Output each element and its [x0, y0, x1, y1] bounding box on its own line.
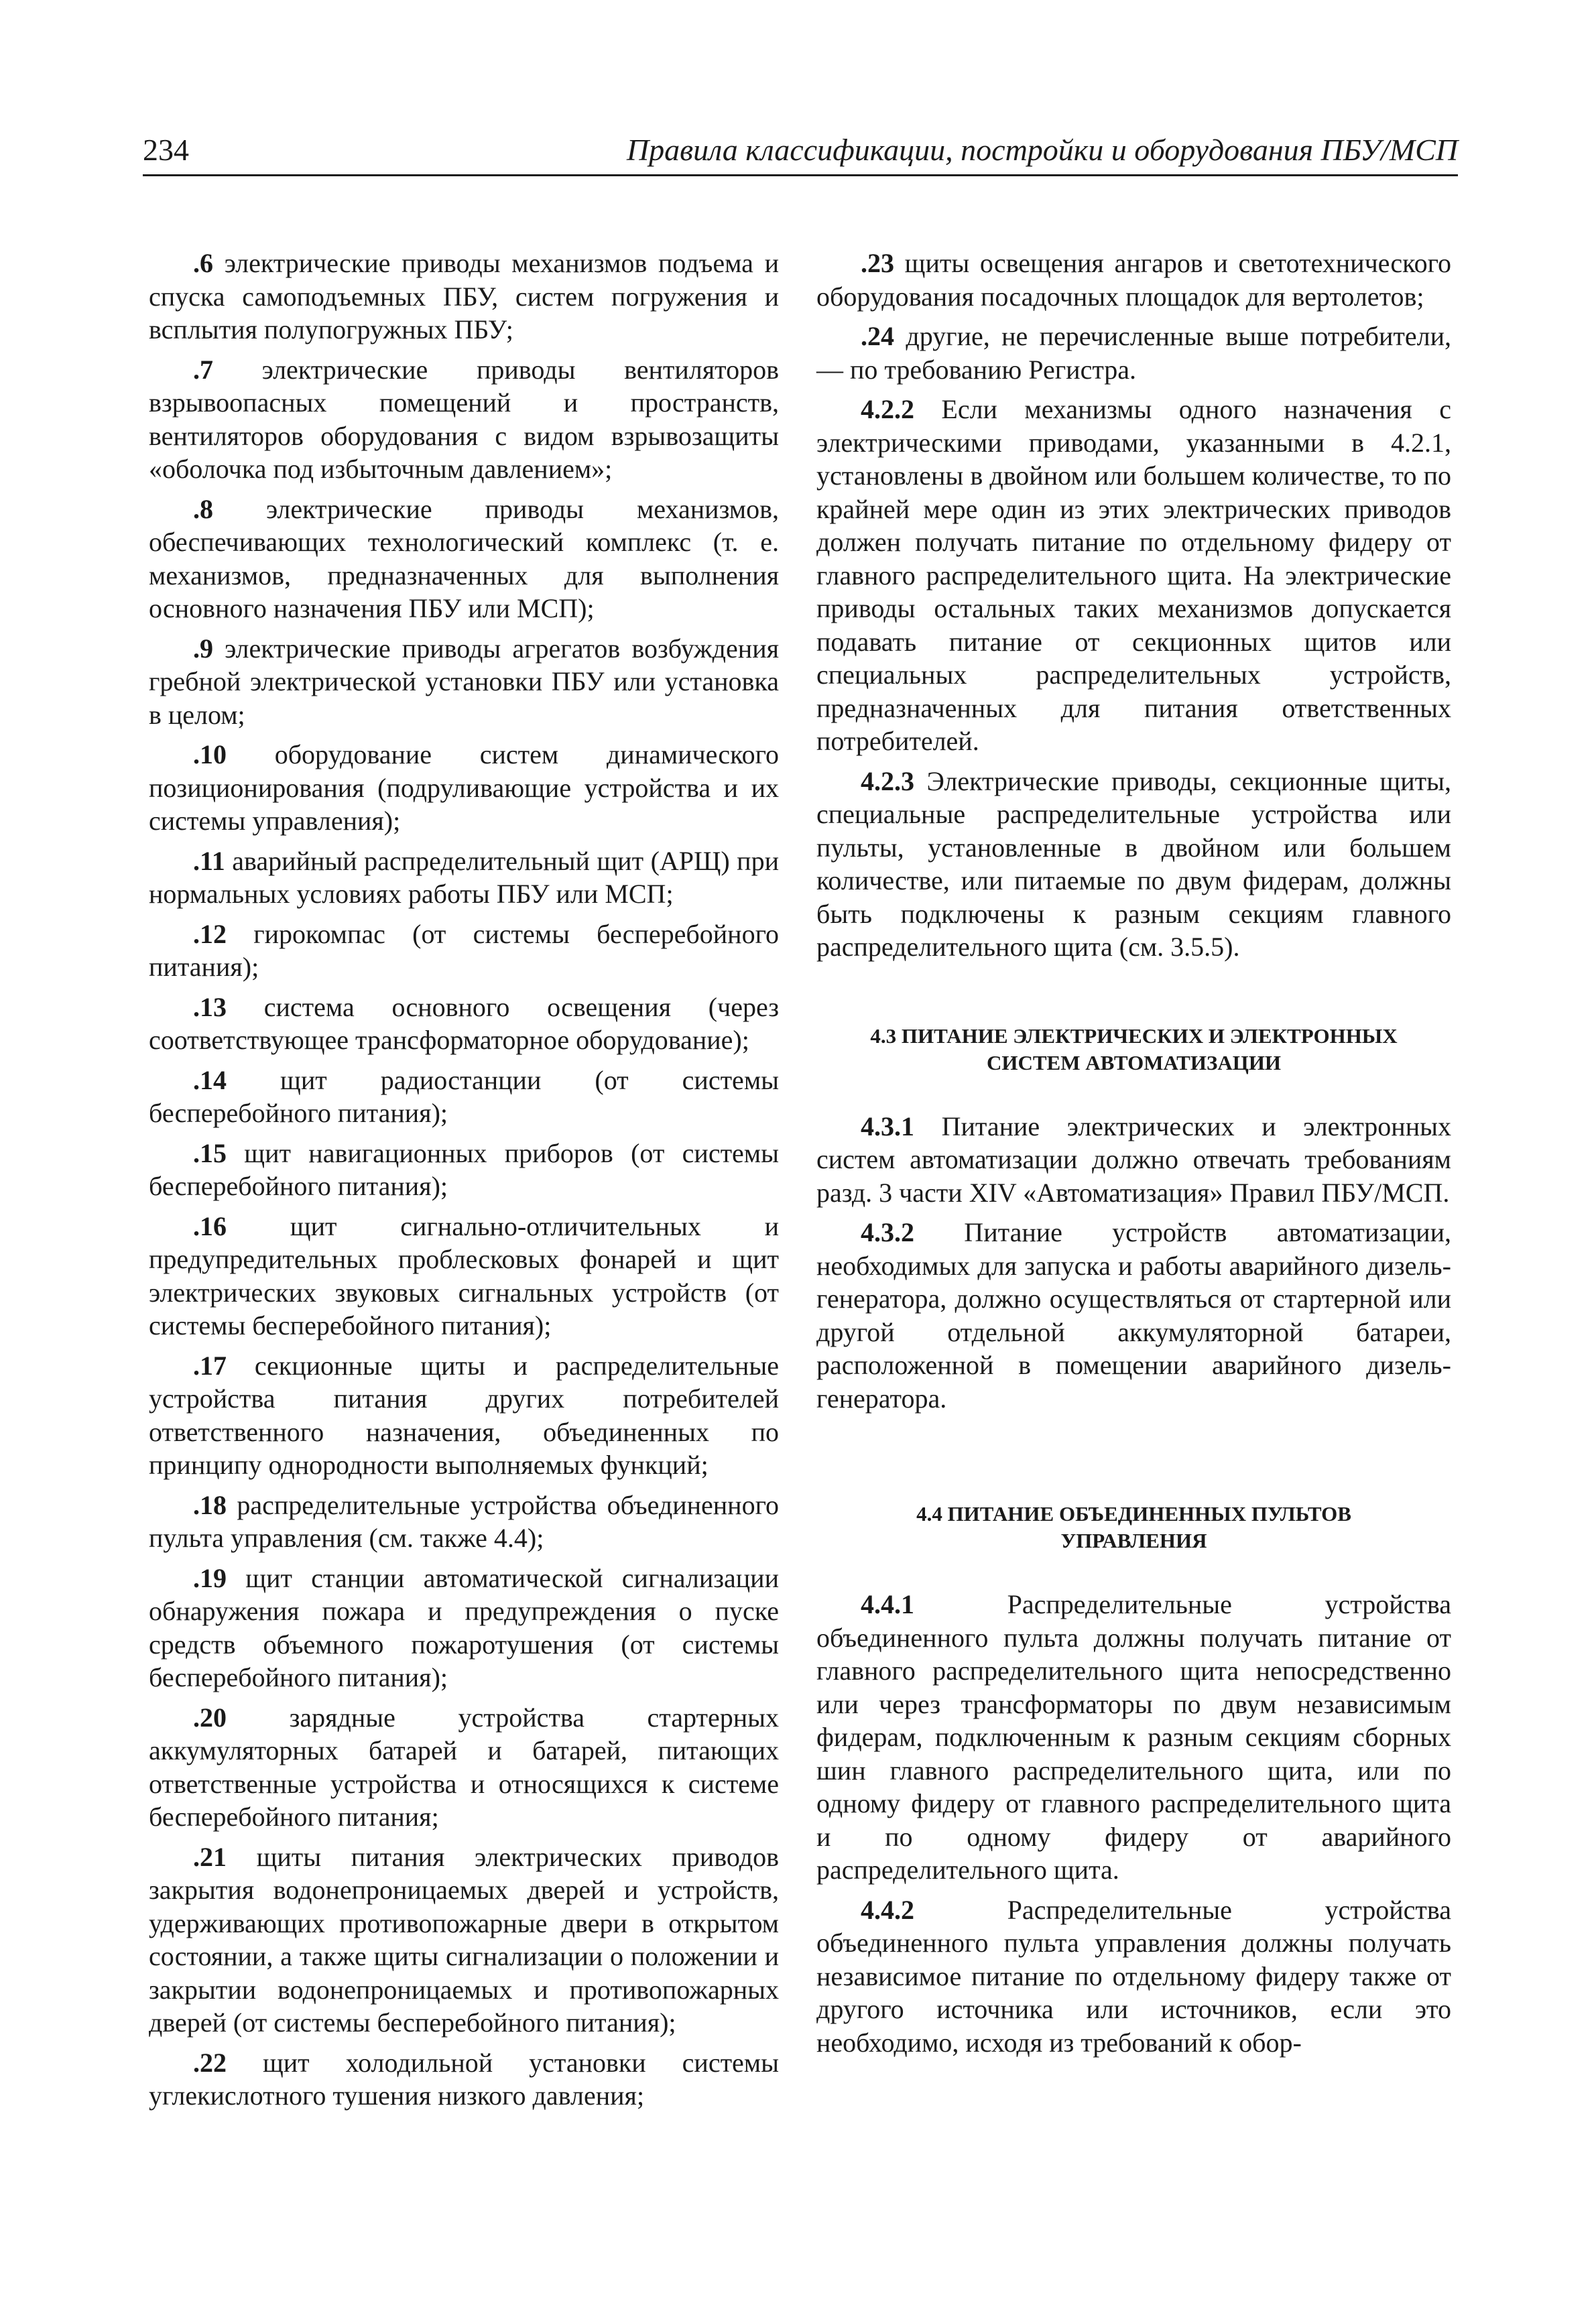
- clause-text: Распределительные устройства объединенного пульта управления должны получать независимое питание по отдельному фидеру также от другого источника или источников, если это необходимо, исходя из требований к обор-: [816, 1894, 1451, 2058]
- list-item: [149, 1489, 779, 1555]
- heading-line: 4.3 ПИТАНИЕ ЭЛЕКТРИЧЕСКИХ И ЭЛЕКТРОННЫХ: [870, 1023, 1398, 1048]
- item-text: щит холодильной установки системы углекислотного тушения низкого давления;: [149, 2047, 779, 2111]
- item-number: .12: [193, 918, 227, 949]
- clause-paragraph: [816, 1110, 1451, 1210]
- page-number: 234: [143, 133, 189, 167]
- left-column: [149, 247, 779, 2113]
- item-text: электрические приводы механизмов, обеспечивающих технологический комплекс (т. е. механизмов, предназначенных для выполнения основного назначения ПБУ или МСП);: [149, 493, 779, 623]
- item-text: гирокомпас (от системы бесперебойного питания);: [149, 918, 779, 982]
- item-text: аварийный распределительный щит (АРЩ) при нормальных условиях работы ПБУ или МСП;: [149, 845, 779, 909]
- item-number: .11: [193, 845, 225, 876]
- clause-number: 4.2.2: [861, 394, 914, 424]
- list-item: [149, 738, 779, 838]
- item-number: .21: [193, 1841, 227, 1872]
- item-number: .7: [193, 354, 213, 385]
- running-title: Правила классификации, постройки и оборудования ПБУ/МСП: [626, 133, 1458, 167]
- list-item: [149, 1210, 779, 1343]
- item-number: .14: [193, 1064, 227, 1095]
- list-item: [149, 632, 779, 732]
- section-spacer: [816, 964, 1451, 1023]
- clause-number: 4.4.1: [861, 1589, 914, 1619]
- clause-text: Если механизмы одного назначения с электрическими приводами, указанными в 4.2.1, установлены в двойном или большем количестве, то по крайней мере один из этих электрических приводов должен получать питание по отдельному фидеру от главного распределительного щита. На электрические приводы остальных таких механизмов допускается подавать питание от секционных щитов или специальных распределительных устройств, предназначенных для питания ответственных потребителей.: [816, 394, 1451, 756]
- clause-paragraph: [816, 765, 1451, 964]
- list-item: [149, 1137, 779, 1203]
- item-number: .6: [193, 248, 213, 278]
- list-item: [149, 1064, 779, 1130]
- clause-number: 4.3.1: [861, 1111, 914, 1141]
- list-item: [149, 1701, 779, 1834]
- item-number: .18: [193, 1489, 227, 1520]
- item-text: зарядные устройства стартерных аккумуляторных батарей и батарей, питающих ответственные устройства и относящихся к системе бесперебойного питания;: [149, 1702, 779, 1832]
- list-item: [816, 320, 1451, 386]
- list-item: [149, 247, 779, 347]
- item-number: .10: [193, 739, 227, 769]
- item-text: электрические приводы механизмов подъема и спуска самоподъемных ПБУ, систем погружения и всплытия полупогружных ПБУ;: [149, 248, 779, 345]
- section-spacer: [816, 1415, 1451, 1501]
- clause-text: Электрические приводы, секционные щиты, специальные распределительные устройства или пульты, установленные в двойном или большем количестве, или питаемые по двум фидерам, должны быть подключены к разным секциям главного распределительного щита (см. 3.5.5).: [816, 765, 1451, 962]
- heading-line: СИСТЕМ АВТОМАТИЗАЦИИ: [986, 1050, 1282, 1074]
- section-heading-4-4: [816, 1501, 1451, 1554]
- section-heading-4-3: [816, 1023, 1451, 1076]
- list-item: [149, 991, 779, 1057]
- heading-line: УПРАВЛЕНИЯ: [1060, 1529, 1207, 1552]
- item-number: .24: [861, 321, 894, 351]
- item-number: .22: [193, 2047, 227, 2078]
- item-text: щит станции автоматической сигнализации обнаружения пожара и предупреждения о пуске средств объемного пожаротушения (от системы бесперебойного питания);: [149, 1562, 779, 1692]
- list-item: [149, 353, 779, 486]
- list-item: [149, 1562, 779, 1694]
- right-column: [816, 247, 1451, 2059]
- list-item: [149, 1349, 779, 1482]
- item-number: .19: [193, 1562, 227, 1593]
- list-item: [149, 493, 779, 625]
- clause-number: 4.2.3: [861, 765, 914, 796]
- item-number: .15: [193, 1137, 227, 1168]
- list-item: [149, 918, 779, 984]
- header-rule: [143, 174, 1458, 176]
- clause-number: 4.4.2: [861, 1894, 914, 1925]
- list-item: [149, 2046, 779, 2113]
- item-text: щит радиостанции (от системы бесперебойного питания);: [149, 1064, 779, 1128]
- item-text: электрические приводы агрегатов возбуждения гребной электрической установки ПБУ или установка в целом;: [149, 633, 779, 730]
- section-spacer: [816, 1076, 1451, 1110]
- item-text: щит навигационных приборов (от системы бесперебойного питания);: [149, 1137, 779, 1201]
- item-text: другие, не перечисленные выше потребители, — по требованию Регистра.: [816, 321, 1451, 385]
- item-number: .13: [193, 991, 227, 1022]
- item-text: секционные щиты и распределительные устройства питания других потребителей ответственного назначения, объединенных по принципу однородности выполняемых функций;: [149, 1350, 779, 1480]
- item-text: щиты питания электрических приводов закрытия водонепроницаемых дверей и устройств, удерживающих противопожарные двери в открытом состоянии, а также щиты сигнализации о положении и закрытии водонепроницаемых и противопожарных дверей (от системы бесперебойного питания);: [149, 1841, 779, 2038]
- clause-number: 4.3.2: [861, 1217, 914, 1247]
- item-number: .23: [861, 248, 894, 278]
- item-number: .9: [193, 633, 213, 664]
- item-text: распределительные устройства объединенного пульта управления (см. также 4.4);: [149, 1489, 779, 1553]
- item-number: .17: [193, 1350, 227, 1381]
- item-number: .20: [193, 1702, 227, 1733]
- item-text: щит сигнально-отличительных и предупредительных проблесковых фонарей и щит электрических звуковых сигнальных устройств (от системы бесперебойного питания);: [149, 1210, 779, 1341]
- list-item: [816, 247, 1451, 313]
- page-header: [143, 131, 1458, 173]
- section-spacer: [816, 1554, 1451, 1588]
- heading-line: 4.4 ПИТАНИЕ ОБЪЕДИНЕННЫХ ПУЛЬТОВ: [916, 1502, 1351, 1526]
- item-text: щиты освещения ангаров и светотехнического оборудования посадочных площадок для вертолетов;: [816, 248, 1451, 312]
- clause-text: Распределительные устройства объединенного пульта должны получать питание от главного распределительного щита непосредственно или через трансформаторы по двум независимым фидерам, подключенным к разным секциям сборных шин главного распределительного щита, или по одному фидеру от главного распределительного щита и по одному фидеру от аварийного распределительного щита.: [816, 1589, 1451, 1885]
- clause-paragraph: [816, 393, 1451, 758]
- item-text: электрические приводы вентиляторов взрывоопасных помещений и пространств, вентиляторов оборудования с видом взрывозащиты «оболочка под избыточным давлением»;: [149, 354, 779, 484]
- item-number: .16: [193, 1210, 227, 1241]
- list-item: [149, 1841, 779, 2040]
- item-text: оборудование систем динамического позиционирования (подруливающие устройства и их системы управления);: [149, 739, 779, 836]
- list-item: [149, 845, 779, 911]
- item-number: .8: [193, 493, 213, 524]
- clause-paragraph: [816, 1216, 1451, 1415]
- item-text: система основного освещения (через соответствующее трансформаторное оборудование);: [149, 991, 779, 1055]
- clause-text: Питание устройств автоматизации, необходимых для запуска и работы аварийного дизель-генератора, должно осуществляться от стартерной или другой отдельной аккумуляторной батареи, расположенной в помещении аварийного дизель-генератора.: [816, 1217, 1451, 1414]
- clause-text: Питание электрических и электронных систем автоматизации должно отвечать требованиям разд. 3 части XIV «Автоматизация» Правил ПБУ/МСП.: [816, 1111, 1451, 1208]
- clause-paragraph: [816, 1893, 1451, 2060]
- clause-paragraph: [816, 1588, 1451, 1887]
